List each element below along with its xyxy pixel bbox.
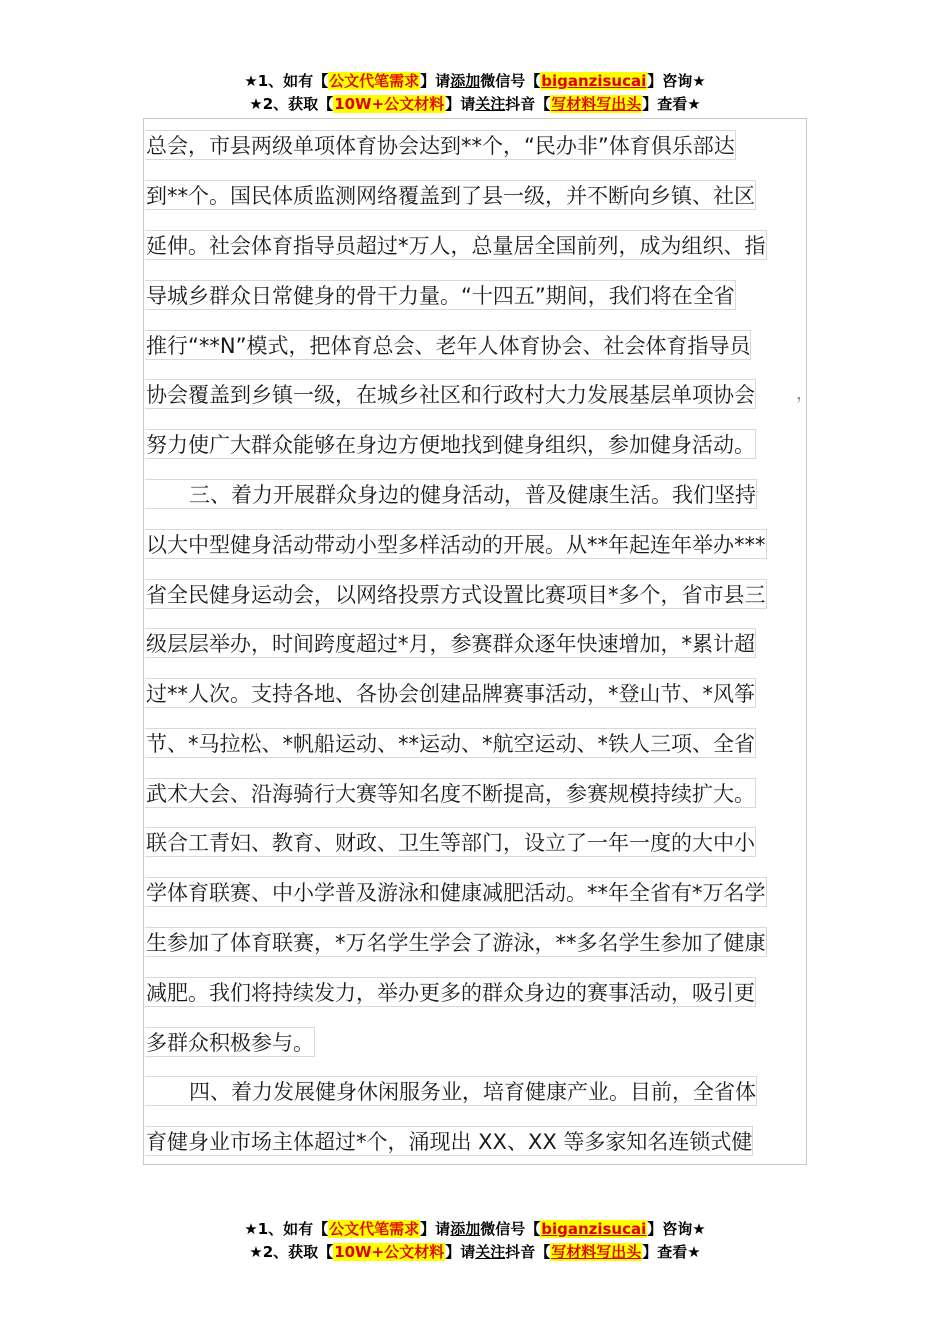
footer-banner-line-1 bbox=[0, 1218, 950, 1241]
douyin-account-link[interactable]: 写材料写出头 bbox=[551, 1243, 642, 1261]
banner-underlined-text: 关注 bbox=[475, 1243, 506, 1261]
banner-text: 】咨询★ bbox=[647, 72, 706, 90]
wechat-id-link[interactable]: biganzisucai bbox=[541, 72, 647, 90]
header-banner-line-2 bbox=[0, 93, 950, 116]
banner-underlined-text: 添加 bbox=[450, 1220, 481, 1238]
banner-text: 】查看★ bbox=[642, 1243, 701, 1261]
wechat-id-link[interactable]: biganzisucai bbox=[541, 1220, 647, 1238]
body-line: 节、*马拉松、*帆船运动、**运动、*航空运动、*铁人三项、全省 bbox=[145, 728, 756, 758]
banner-text: 】请 bbox=[445, 1243, 476, 1261]
body-line: 延伸。社会体育指导员超过*万人，总量居全国前列，成为组织、指 bbox=[145, 230, 767, 260]
body-line: 级层层举办，时间跨度超过*月，参赛群众逐年快速增加，*累计超 bbox=[145, 628, 756, 658]
header-banner-line-1 bbox=[0, 70, 950, 93]
banner-text: 】查看★ bbox=[642, 95, 701, 113]
body-line: 省全民健身运动会，以网络投票方式设置比赛项目*多个，省市县三 bbox=[145, 579, 767, 609]
body-line: 努力使广大群众能够在身边方便地找到健身组织，参加健身活动。 bbox=[145, 429, 756, 459]
overflow-comma: ， bbox=[796, 383, 814, 404]
body-line: 武术大会、沿海骑行大赛等知名度不断提高，参赛规模持续扩大。 bbox=[145, 778, 756, 808]
banner-text: 】请 bbox=[420, 72, 451, 90]
footer-banner bbox=[0, 1218, 950, 1264]
header-banner bbox=[0, 70, 950, 116]
banner-text: 】咨询★ bbox=[647, 1220, 706, 1238]
banner-text: 微信号【 bbox=[480, 1220, 541, 1238]
highlight-ghostwriting: 公文代笔需求 bbox=[329, 1220, 420, 1238]
banner-text: ★2、获取【 bbox=[249, 95, 334, 113]
body-line: 导城乡群众日常健身的骨干力量。“十四五”期间，我们将在全省 bbox=[145, 280, 736, 310]
body-line: 推行“**N”模式，把体育总会、老年人体育协会、社会体育指导员 bbox=[145, 330, 751, 360]
banner-text: 微信号【 bbox=[480, 72, 541, 90]
banner-text: 】请 bbox=[420, 1220, 451, 1238]
banner-text: 】请 bbox=[445, 95, 476, 113]
banner-underlined-text: 添加 bbox=[450, 72, 481, 90]
banner-underlined-text: 关注 bbox=[475, 95, 506, 113]
body-line: 育健身业市场主体超过*个，涌现出 XX、XX 等多家知名连锁式健 bbox=[145, 1126, 753, 1156]
body-line: 联合工青妇、教育、财政、卫生等部门，设立了一年一度的大中小 bbox=[145, 827, 756, 857]
banner-text: 抖音【 bbox=[505, 1243, 551, 1261]
highlight-ghostwriting: 公文代笔需求 bbox=[329, 72, 420, 90]
highlight-materials: 10W+公文材料 bbox=[334, 95, 445, 113]
body-line: 减肥。我们将持续发力，举办更多的群众身边的赛事活动，吸引更 bbox=[145, 977, 756, 1007]
body-line: 学体育联赛、中小学普及游泳和健康减肥活动。**年全省有*万名学 bbox=[145, 877, 767, 907]
paragraph-four-start: 四、着力发展健身休闲服务业，培育健康产业。目前，全省体 bbox=[145, 1076, 757, 1106]
footer-banner-line-2 bbox=[0, 1241, 950, 1264]
body-line: 过**人次。支持各地、各协会创建品牌赛事活动，*登山节、*风筝 bbox=[145, 678, 756, 708]
banner-text: ★1、如有【 bbox=[244, 1220, 329, 1238]
body-line: 总会，市县两级单项体育协会达到**个，“民办非”体育俱乐部达 bbox=[145, 130, 736, 160]
body-line: 到**个。国民体质监测网络覆盖到了县一级，并不断向乡镇、社区 bbox=[145, 180, 756, 210]
body-line: 协会覆盖到乡镇一级，在城乡社区和行政村大力发展基层单项协会 bbox=[145, 379, 756, 409]
highlight-materials: 10W+公文材料 bbox=[334, 1243, 445, 1261]
body-line: 多群众积极参与。 bbox=[145, 1027, 315, 1057]
douyin-account-link[interactable]: 写材料写出头 bbox=[551, 95, 642, 113]
banner-text: 抖音【 bbox=[505, 95, 551, 113]
banner-text: ★2、获取【 bbox=[249, 1243, 334, 1261]
body-line: 以大中型健身活动带动小型多样活动的开展。从**年起连年举办*** bbox=[145, 529, 767, 559]
banner-text: ★1、如有【 bbox=[244, 72, 329, 90]
body-line: 生参加了体育联赛，*万名学生学会了游泳，**多名学生参加了健康 bbox=[145, 927, 767, 957]
paragraph-three-start: 三、着力开展群众身边的健身活动，普及健康生活。我们坚持 bbox=[145, 479, 757, 509]
